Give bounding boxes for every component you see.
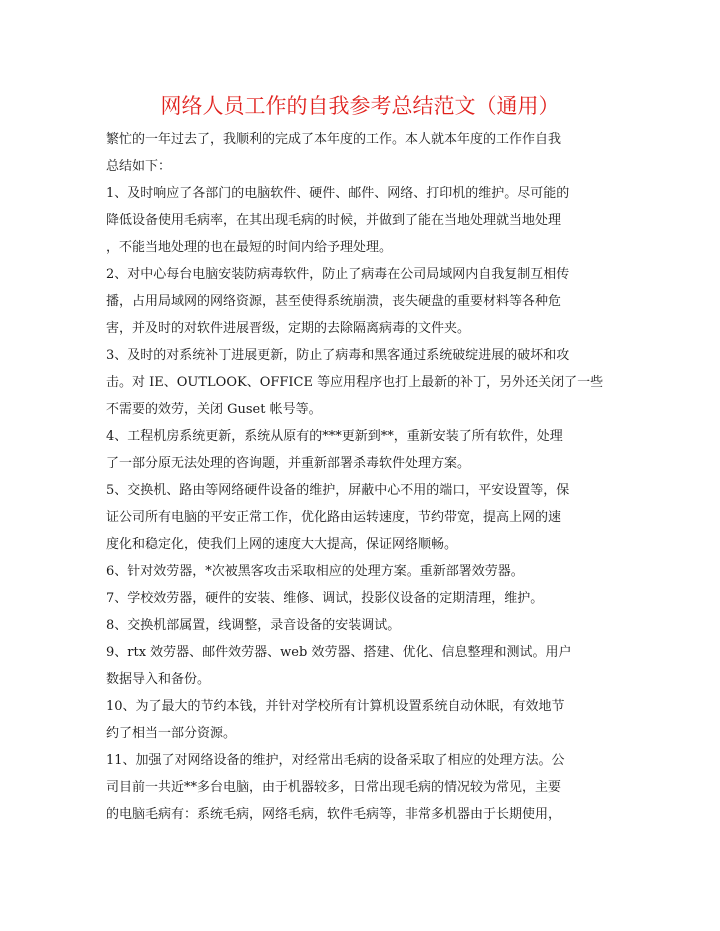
text-line: 播，占用局域网的网络资源，甚至使得系统崩溃，丧失硬盘的重要材料等各种危 bbox=[106, 294, 562, 309]
text-line: 8、交换机部属置，线调整，录音设备的安装调试。 bbox=[106, 618, 401, 633]
text-line: 度化和稳定化，使我们上网的速度大大提高，保证网络顺畅。 bbox=[106, 537, 458, 552]
text-line: 司目前一共近**多台电脑，由于机器较多，日常出现毛病的情况较为常见，主要 bbox=[106, 780, 562, 795]
text-line: 害，并及时的对软件进展晋级，定期的去除隔离病毒的文件夹。 bbox=[106, 321, 471, 336]
paragraph bbox=[106, 558, 616, 585]
text-line: 数据导入和备份。 bbox=[106, 672, 211, 687]
text-line: 9、rtx 效劳器、邮件效劳器、web 效劳器、搭建、优化、信息整理和测试。用户 bbox=[106, 645, 572, 660]
paragraph bbox=[106, 423, 616, 477]
text-line: 击。对 IE、OUTLOOK、OFFICE 等应用程序也打上最新的补丁，另外还关闭了一些 bbox=[106, 375, 604, 390]
paragraph bbox=[106, 180, 616, 261]
text-line: 6、针对效劳器，*次被黑客攻击采取相应的处理方案。重新部署效劳器。 bbox=[106, 564, 524, 579]
paragraph bbox=[106, 477, 616, 558]
text-line: 10、为了最大的节约本钱，并针对学校所有计算机设置系统自动休眠，有效地节 bbox=[106, 699, 565, 714]
paragraph bbox=[106, 342, 616, 423]
text-line: 11、加强了对网络设备的维护，对经常出毛病的设备采取了相应的处理方法。公 bbox=[106, 753, 565, 768]
text-line: 繁忙的一年过去了，我顺利的完成了本年度的工作。本人就本年度的工作作自我 bbox=[106, 132, 562, 147]
text-line: 总结如下： bbox=[106, 159, 172, 174]
document-title: 网络人员工作的自我参考总结范文（通用） bbox=[160, 94, 560, 118]
paragraph bbox=[106, 585, 616, 612]
text-line: 7、学校效劳器，硬件的安装、维修、调试，投影仪设备的定期清理，维护。 bbox=[106, 591, 544, 606]
text-line: 3、及时的对系统补丁进展更新，防止了病毒和黑客通过系统破绽进展的破坏和攻 bbox=[106, 348, 570, 363]
text-line: 2、对中心每台电脑安装防病毒软件，防止了病毒在公司局域网内自我复制互相传 bbox=[106, 267, 570, 282]
paragraph bbox=[106, 747, 616, 828]
document-body bbox=[106, 126, 616, 828]
paragraph bbox=[106, 639, 616, 693]
paragraph bbox=[106, 693, 616, 747]
paragraph bbox=[106, 126, 616, 180]
text-line: 降低设备使用毛病率，在其出现毛病的时候，并做到了能在当地处理就当地处理 bbox=[106, 213, 562, 228]
text-line: 5、交换机、路由等网络硬件设备的维护，屏蔽中心不用的端口，平安设置等，保 bbox=[106, 483, 570, 498]
text-line: 4、工程机房系统更新，系统从原有的***更新到**，重新安装了所有软件，处理 bbox=[106, 429, 563, 444]
text-line: 约了相当一部分资源。 bbox=[106, 726, 237, 741]
text-line: 1、及时响应了各部门的电脑软件、硬件、邮件、网络、打印机的维护。尽可能的 bbox=[106, 186, 570, 201]
text-line: 不需要的效劳，关闭 Guset 帐号等。 bbox=[106, 402, 322, 417]
text-line: 的电脑毛病有：系统毛病，网络毛病，软件毛病等，非常多机器由于长期使用， bbox=[106, 807, 562, 822]
paragraph bbox=[106, 261, 616, 342]
paragraph bbox=[106, 612, 616, 639]
text-line: ，不能当地处理的也在最短的时间内给予理处理。 bbox=[106, 240, 393, 255]
text-line: 了一部分原无法处理的咨询题，并重新部署杀毒软件处理方案。 bbox=[106, 456, 471, 471]
text-line: 证公司所有电脑的平安正常工作，优化路由运转速度，节约带宽，提高上网的速 bbox=[106, 510, 562, 525]
